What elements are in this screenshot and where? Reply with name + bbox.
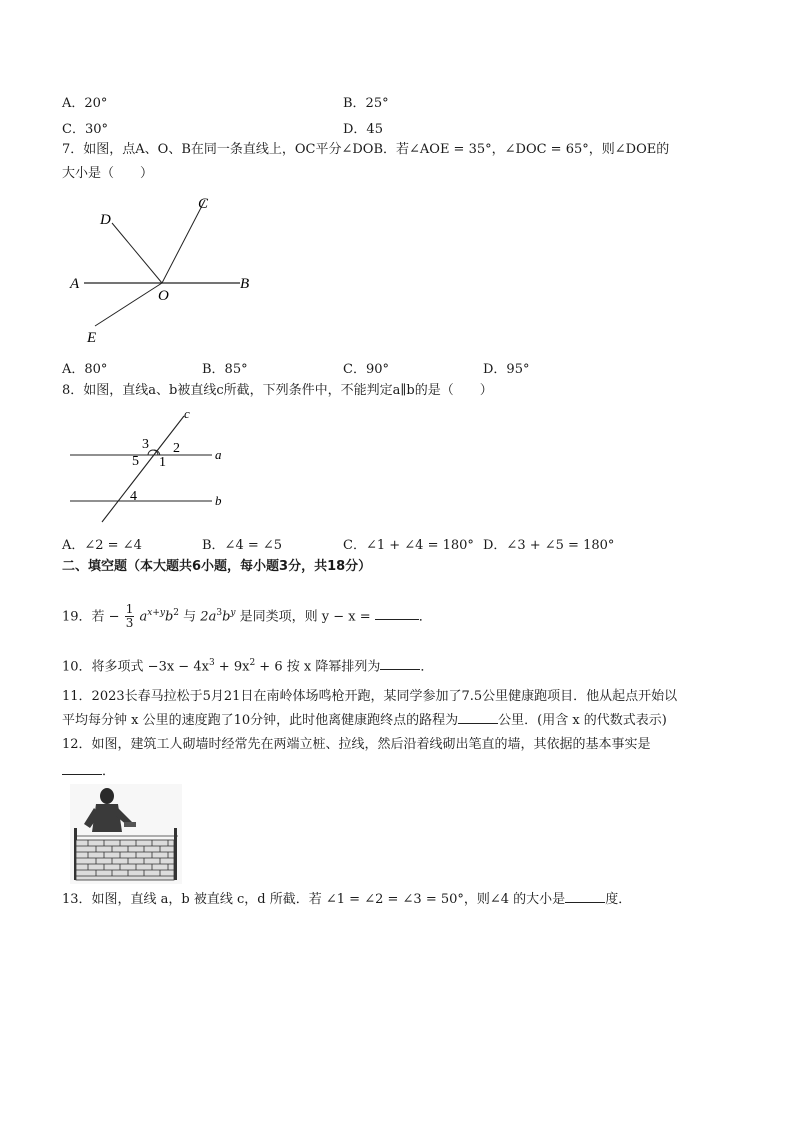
label-a: a <box>215 447 222 462</box>
q9-term1-exp: x+y <box>147 608 165 618</box>
q9-term1-b-exp: 2 <box>173 608 180 618</box>
q9-term2: 2a <box>200 609 217 625</box>
q13-suffix: 度． <box>605 892 632 907</box>
q9-prefix: 19．若 − <box>62 609 120 625</box>
q12-line1: 12．如图，建筑工人砌墙时经常先在两端立桩、拉线，然后沿着线砌出笔直的墙，其依据的基本事实是 <box>62 737 651 752</box>
q9-fraction <box>125 603 135 630</box>
q7-option-b: B．85° <box>202 362 248 377</box>
q10-end: ． <box>420 659 434 675</box>
q7-option-a: A．80° <box>62 362 108 377</box>
ray-oc <box>162 200 205 283</box>
q11-line2-a: 平均每分钟 x 公里的速度跑了10分钟，此时他离健康跑终点的路程为 <box>62 713 459 728</box>
q11-line1: 11．2023长春马拉松于5月21日在南岭体场鸣枪开跑，某同学参加了7.5公里健康跑项目．他从起点开始以 <box>62 689 678 704</box>
q9-suffix: 是同类项，则 y − x = <box>235 609 375 625</box>
label-a: A <box>70 276 80 292</box>
q7-option-d: D．95° <box>483 362 530 377</box>
angle-1-label: 1 <box>159 455 166 470</box>
q9-term1: a <box>139 609 148 625</box>
q10-prefix: 10．将多项式 −3x − 4x <box>62 659 209 675</box>
q12-end: ． <box>102 764 116 779</box>
angle-3-label: 3 <box>142 437 149 452</box>
q9-term2-b: b <box>222 609 231 625</box>
q9-line <box>62 598 432 632</box>
label-c: c <box>184 406 190 421</box>
q10-line <box>62 654 433 676</box>
q9-term1-b: b <box>164 609 174 625</box>
q8-option-d: D．∠3 + ∠5 = 180° <box>483 538 615 553</box>
q10-suffix: + 6 按 x 降幂排列为 <box>255 659 381 675</box>
q11-answer-blank[interactable] <box>458 711 498 724</box>
label-o: O <box>158 288 169 304</box>
q6-option-b: B．25° <box>343 96 389 111</box>
q13-answer-blank[interactable] <box>565 890 605 903</box>
q7-stem-line1: 7．如图，点A、O、B在同一条直线上，OC平分∠DOB．若∠AOE = 35°，∠DOC = 65°，则∠DOE的 <box>62 142 670 157</box>
q6-option-c: C．30° <box>62 122 108 137</box>
label-d: D <box>100 212 111 228</box>
q9-term2-exp: 3 <box>216 608 223 618</box>
q12-line2 <box>62 762 115 781</box>
q9-answer-blank[interactable] <box>375 607 419 620</box>
q11-line2 <box>62 711 667 730</box>
q8-stem: 8．如图，直线a、b被直线c所截，下列条件中，不能判定a∥b的是（ ） <box>62 383 493 398</box>
q12-answer-blank[interactable] <box>62 762 102 775</box>
q10-exp1: 3 <box>208 658 215 668</box>
q13-line <box>62 890 631 909</box>
q9-frac-num: 1 <box>125 602 134 617</box>
q8-option-a: A．∠2 = ∠4 <box>62 538 142 553</box>
q9-middle: 与 <box>179 609 201 625</box>
q6-option-d: D．45 <box>343 122 383 137</box>
q13-prefix: 13．如图，直线 a，b 被直线 c，d 所截．若 ∠1 = ∠2 = ∠3 = 50°，则∠4 的大小是 <box>62 892 566 907</box>
brick-wall <box>76 840 174 880</box>
q6-option-a: A．20° <box>62 96 108 111</box>
q9-end: ． <box>418 609 432 625</box>
angle-2-label: 2 <box>173 441 180 456</box>
line-c <box>102 416 184 522</box>
angle-4-label: 4 <box>130 489 137 504</box>
label-b: B <box>240 276 250 292</box>
q10-answer-blank[interactable] <box>380 657 420 670</box>
q7-figure <box>62 190 262 350</box>
q7-option-c: C．90° <box>343 362 389 377</box>
label-e: E <box>87 330 97 346</box>
q10-mid: + 9x <box>214 659 250 675</box>
label-c: C <box>198 196 209 212</box>
q7-stem-line2: 大小是（ ） <box>62 166 154 181</box>
bricklayer-illustration <box>70 784 182 884</box>
section-2-title: 二、填空题（本大题共6小题，每小题3分，共18分） <box>62 559 372 574</box>
q9-frac-den: 3 <box>125 616 134 631</box>
ray-od <box>112 223 162 283</box>
worker-head <box>100 788 114 804</box>
angle-5-label: 5 <box>132 454 139 469</box>
q8-option-b: B．∠4 = ∠5 <box>202 538 283 553</box>
q10-exp2: 2 <box>249 658 256 668</box>
label-b: b <box>215 493 222 508</box>
q8-option-c: C．∠1 + ∠4 = 180° <box>343 538 474 553</box>
q9-term2-b-exp: y <box>230 608 236 618</box>
q11-line2-b: 公里．(用含 x 的代数式表示) <box>498 713 667 728</box>
q8-figure <box>62 404 242 526</box>
ray-oe <box>95 283 162 326</box>
